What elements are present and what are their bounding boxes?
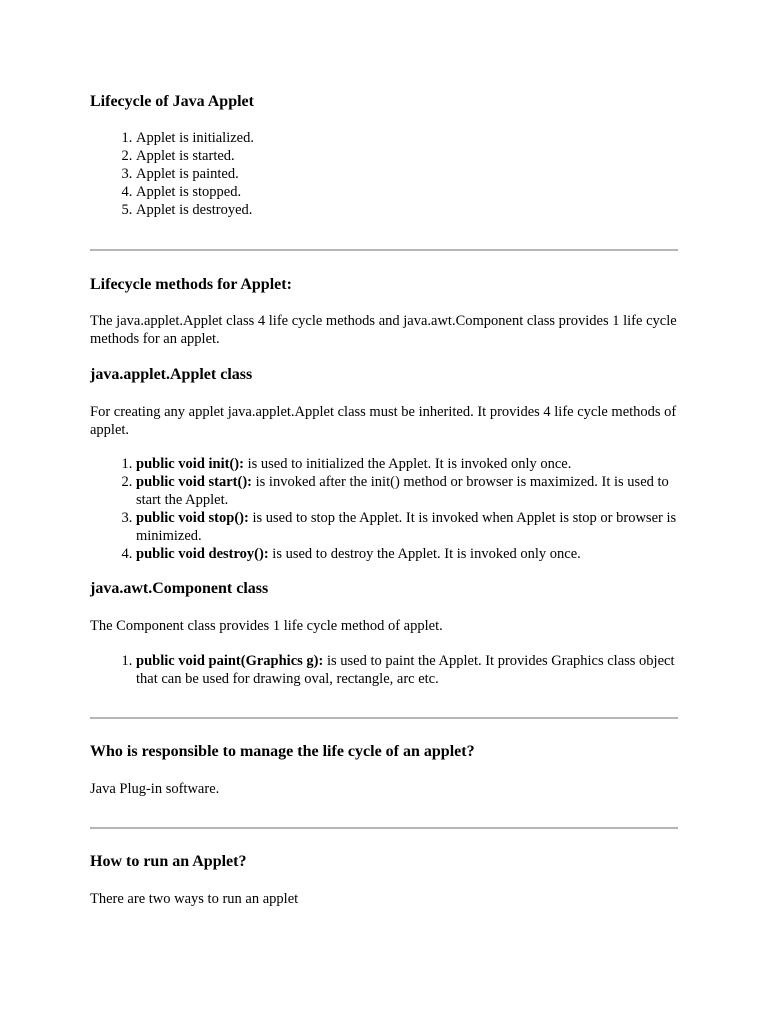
list-item	[136, 652, 678, 688]
methods-intro: The java.applet.Applet class 4 life cycle methods and java.awt.Component class provides 1 life cycle methods for an applet.	[90, 313, 677, 347]
list-item	[136, 545, 678, 563]
method-signature: public void stop():	[136, 510, 249, 526]
applet-methods-list	[90, 455, 678, 563]
methods-heading: Lifecycle methods for Applet:	[90, 276, 292, 293]
list-item	[136, 509, 678, 545]
applet-class-intro: For creating any applet java.applet.Applet class must be inherited. It provides 4 life cycle methods of applet.	[90, 404, 677, 438]
component-class-heading: java.awt.Component class	[90, 580, 269, 597]
component-methods-list	[90, 652, 678, 688]
method-signature: public void init():	[136, 456, 244, 472]
method-signature: public void paint(Graphics g):	[136, 653, 324, 669]
responsible-text: Java Plug-in software.	[90, 781, 220, 797]
method-signature: public void destroy():	[136, 546, 269, 562]
list-item: 1. Applet is initialized.	[136, 129, 678, 147]
run-text: There are two ways to run an applet	[90, 891, 299, 907]
method-description: is used to paint the Applet. It provides Graphics class object that can be used for drawing oval, rectangle, arc etc.	[136, 653, 675, 687]
applet-class-heading: java.applet.Applet class	[90, 366, 253, 383]
divider	[90, 717, 678, 719]
divider	[90, 827, 678, 829]
list-item	[136, 473, 678, 509]
method-description: is used to destroy the Applet. It is invoked only once.	[268, 546, 581, 562]
responsible-heading: Who is responsible to manage the life cycle of an applet?	[90, 743, 475, 760]
list-item: 2. Applet is started.	[136, 147, 678, 165]
list-item	[136, 455, 678, 473]
method-description: is used to initialized the Applet. It is invoked only once.	[243, 456, 572, 472]
run-heading: How to run an Applet?	[90, 853, 247, 870]
list-item: 3. Applet is painted.	[136, 165, 678, 183]
list-item: 4. Applet is stopped.	[136, 183, 678, 201]
method-description: is invoked after the init() method or browser is maximized. It is used to start the Applet.	[136, 474, 669, 508]
method-signature: public void start():	[136, 474, 252, 490]
lifecycle-heading: Lifecycle of Java Applet	[90, 93, 254, 110]
lifecycle-list	[90, 129, 678, 219]
method-description: is used to stop the Applet. It is invoked when Applet is stop or browser is minimized.	[136, 510, 677, 544]
divider	[90, 249, 678, 251]
component-class-intro: The Component class provides 1 life cycle method of applet.	[90, 618, 443, 634]
list-item: 5. Applet is destroyed.	[136, 201, 678, 219]
